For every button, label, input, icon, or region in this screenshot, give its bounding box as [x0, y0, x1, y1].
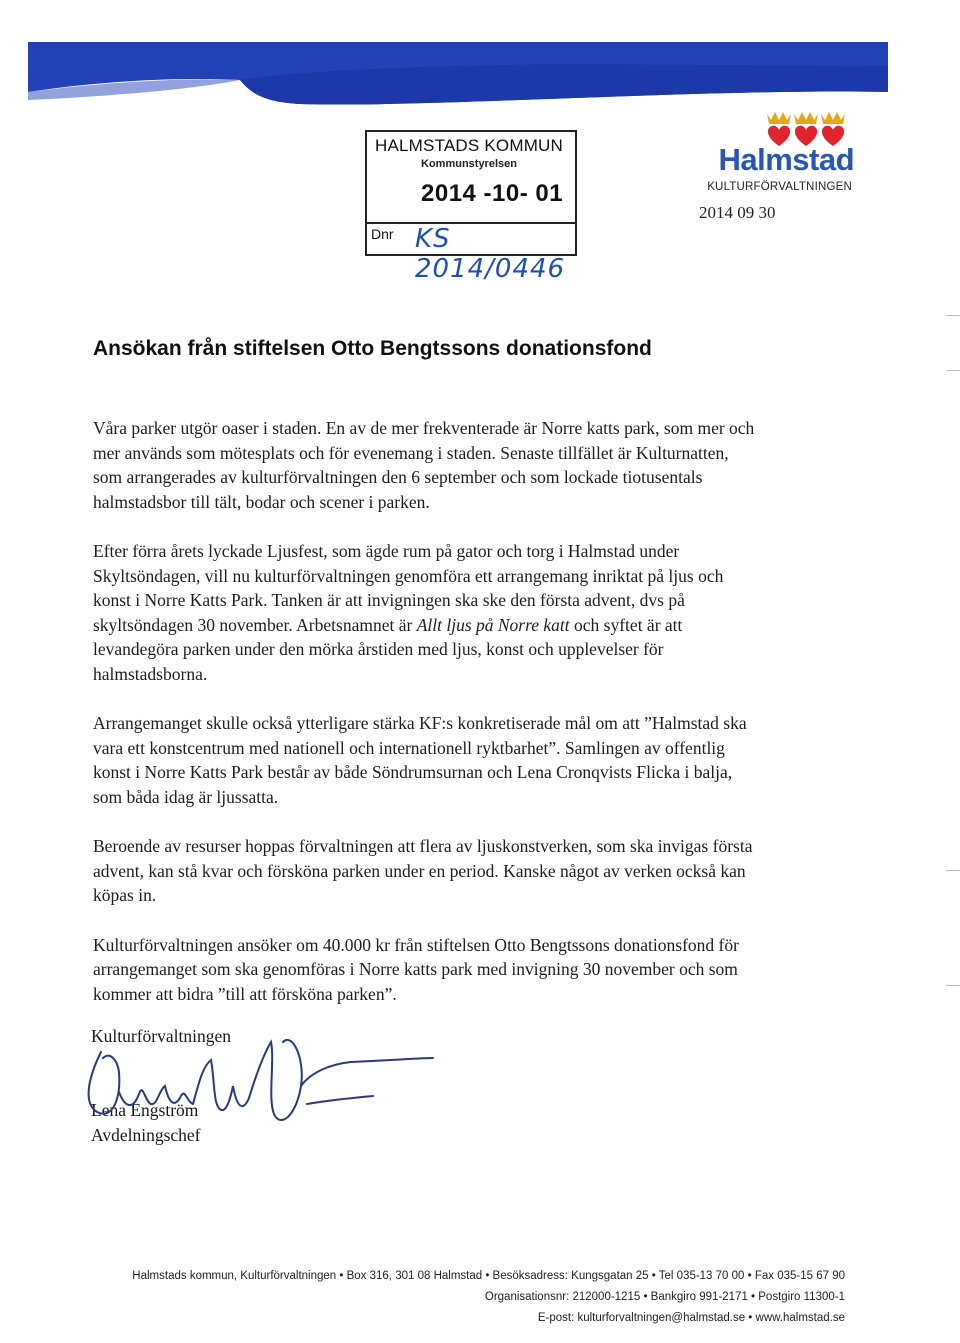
text-line: advent, kan stå kvar och försköna parken under en period. Kanske något av verken också kan	[93, 860, 746, 881]
paragraph	[93, 416, 853, 514]
text-line: Beroende av resurser hoppas förvaltningen att flera av ljuskonstverken, som ska invigas första	[93, 836, 753, 856]
footer-contact: E-post: kulturforvaltningen@halmstad.se • www.halmstad.se	[537, 1312, 845, 1324]
signature-title: Avdelningschef	[91, 1125, 201, 1145]
logo-subtitle: KULTURFÖRVALTNINGEN	[707, 181, 852, 193]
scan-edge-mark	[946, 870, 960, 871]
text-line: arrangemanget som ska genomföras i Norre katts park med invigning 30 november och som	[93, 959, 738, 979]
text-line: konst i Norre Katts Park består av både Söndrumsurnan och Lena Cronqvists Flicka i balja,	[93, 762, 733, 782]
text-line: Skyltsöndagen, vill nu kulturförvaltningen genomföra ett arrangemang inriktat på ljus och	[93, 565, 724, 586]
text-line: kommer att bidra ”till att försköna parken”.	[93, 983, 397, 1004]
signature-block	[91, 1026, 491, 1156]
letter-body	[93, 416, 853, 1031]
text-line: konst i Norre Katts Park. Tanken är att invigningen ska ske den första advent, dvs på	[93, 590, 685, 610]
scan-edge-mark	[946, 315, 960, 316]
paragraph	[93, 539, 853, 686]
registration-stamp	[365, 130, 577, 284]
text-line: som arrangerades av kulturförvaltningen den 6 september och som lockade tiotusentals	[93, 467, 703, 487]
text-line: köpas in.	[93, 885, 157, 905]
text-line: levandegöra parken under den mörka årstiden med ljus, konst och upplevelser för	[93, 639, 664, 659]
text-line: Våra parker utgör oaser i staden. En av de mer frekventerade är Norre katts park, som mer och	[93, 418, 755, 438]
stamp-dnr-value: KS 2014/0446	[415, 224, 566, 284]
working-title: Allt ljus på Norre katt	[416, 614, 570, 635]
footer-account-numbers: Organisationsnr: 212000-1215 • Bankgiro 991-2171 • Postgiro 11300-1	[484, 1291, 845, 1303]
text-line: halmstadsborna.	[93, 663, 208, 684]
text-line	[93, 613, 853, 638]
text-line: halmstadsbor till tält, bodar och scener i parken.	[93, 491, 430, 512]
text-line: Kulturförvaltningen ansöker om 40.000 kr från stiftelsen Otto Bengtssons donationsfond för	[93, 934, 739, 955]
paragraph	[93, 834, 853, 908]
handwritten-signature	[61, 1012, 481, 1152]
text-line: vara ett konstcentrum med nationell och internationell ryktbarhet”. Samlingen av offentlig	[93, 737, 725, 758]
text-line: som båda idag är ljussatta.	[93, 786, 279, 807]
text-line: mer används som mötesplats och för evenemang i staden. Senaste tillfället är Kulturnatten,	[93, 442, 729, 463]
stamp-dnr-label: Dnr	[371, 226, 394, 242]
document-date: 2014 09 30	[699, 203, 776, 222]
logo-name: Halmstad	[718, 142, 854, 177]
scan-edge-mark	[946, 370, 960, 371]
text-segment: och syftet är att	[569, 614, 683, 635]
paragraph	[93, 933, 853, 1007]
signature-organization: Kulturförvaltningen	[91, 1026, 231, 1046]
document-heading: Ansökan från stiftelsen Otto Bengtssons donationsfond	[93, 337, 652, 360]
paragraph	[93, 711, 853, 809]
stamp-date: 2014 -10- 01	[421, 180, 564, 207]
signature-name: Lena Engström	[91, 1100, 199, 1120]
letter-footer	[132, 1266, 845, 1329]
text-line: Arrangemanget skulle också ytterligare stärka KF:s konkretiserade mål om att ”Halmstad ska	[93, 713, 747, 733]
footer-address: Halmstads kommun, Kulturförvaltningen • Box 316, 301 08 Halmstad • Besöksadress: Kungsgatan 25 • Tel 035-13 70 00 • Fax 035-15 67 90	[132, 1270, 845, 1282]
halmstad-logo	[705, 108, 854, 193]
stamp-title: HALMSTADS KOMMUN	[375, 136, 564, 155]
stamp-subtitle: Kommunstyrelsen	[421, 158, 517, 170]
header-wave-banner	[0, 0, 960, 110]
scan-edge-mark	[946, 985, 960, 986]
text-line: Efter förra årets lyckade Ljusfest, som ägde rum på gator och torg i Halmstad under	[93, 541, 680, 561]
text-segment: skyltsöndagen 30 november. Arbetsnamnet är	[93, 614, 417, 635]
